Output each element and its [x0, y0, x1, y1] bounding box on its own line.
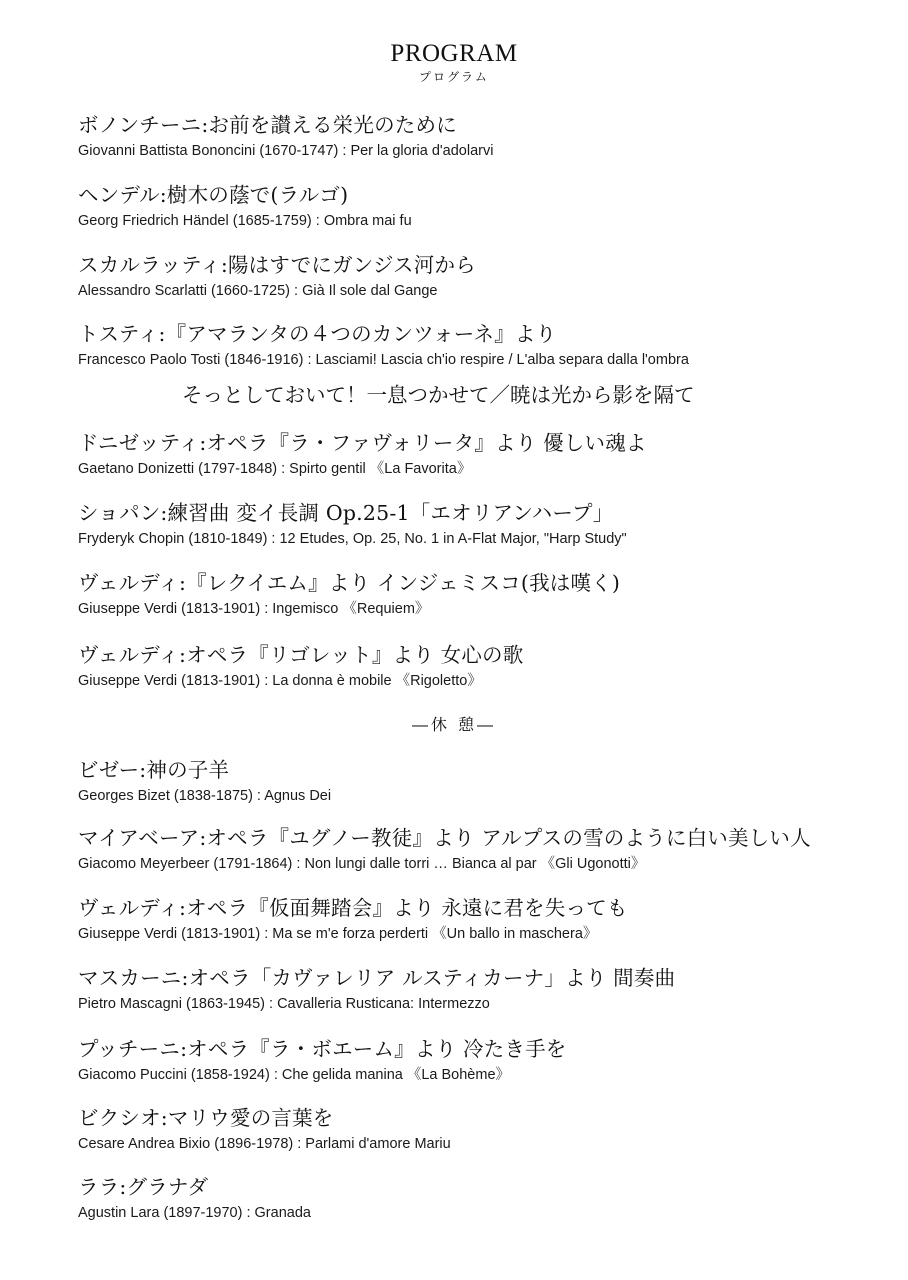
program-item — [78, 321, 878, 370]
intermission-label: ―休 憩― — [411, 715, 497, 734]
piece-title-jp: ビゼー:神の子羊 — [78, 758, 230, 782]
piece-title-en: Giuseppe Verdi (1813-1901) : La donna è mobile 《Rigoletto》 — [78, 673, 482, 689]
piece-title-jp: ドニゼッティ:オペラ『ラ・ファヴォリータ』より 優しい魂よ — [78, 431, 647, 455]
program-item — [78, 1105, 878, 1154]
program-item — [78, 570, 878, 619]
program-item — [78, 642, 878, 691]
program-item — [78, 500, 878, 549]
piece-title-jp: スカルラッティ:陽はすでにガンジス河から — [78, 253, 476, 277]
program-item — [78, 252, 878, 301]
program-title: PROGRAM — [390, 40, 518, 67]
program-item — [78, 895, 878, 944]
piece-title-en: Gaetano Donizetti (1797-1848) : Spirto gentil 《La Favorita》 — [78, 461, 472, 477]
program-subtitle: プログラム — [419, 70, 489, 84]
piece-title-en: Pietro Mascagni (1863-1945) : Cavalleria Rusticana: Intermezzo — [78, 996, 490, 1012]
program-item — [78, 1174, 878, 1223]
piece-title-en: Giacomo Meyerbeer (1791-1864) : Non lungi dalle torri … Bianca al par 《Gli Ugonotti》 — [78, 856, 646, 872]
piece-title-en: Giovanni Battista Bononcini (1670-1747) : Per la gloria d'adolarvi — [78, 143, 494, 159]
piece-translation-jp: そっとしておいて！一息つかせて／暁は光から影を隔て — [182, 383, 695, 407]
program-item — [78, 430, 878, 479]
piece-title-en: Cesare Andrea Bixio (1896-1978) : Parlami d'amore Mariu — [78, 1136, 451, 1152]
piece-title-jp: ヘンデル:樹木の蔭で(ラルゴ) — [78, 183, 349, 207]
piece-title-en: Giuseppe Verdi (1813-1901) : Ma se m'e forza perderti 《Un ballo in maschera》 — [78, 926, 598, 942]
piece-title-en: Georges Bizet (1838-1875) : Agnus Dei — [78, 788, 332, 804]
piece-title-en: Alessandro Scarlatti (1660-1725) : Già Il sole dal Gange — [78, 283, 438, 299]
program-item — [78, 757, 878, 806]
piece-title-en: Giacomo Puccini (1858-1924) : Che gelida manina 《La Bohème》 — [78, 1067, 511, 1083]
piece-title-jp: ヴェルディ:オペラ『リゴレット』より 女心の歌 — [78, 643, 524, 667]
program-item — [78, 825, 878, 874]
piece-title-jp: プッチーニ:オペラ『ラ・ボエーム』より 冷たき手を — [78, 1037, 567, 1061]
program-item — [78, 112, 878, 161]
piece-title-jp: ヴェルディ:オペラ『仮面舞踏会』より 永遠に君を失っても — [78, 896, 628, 920]
piece-title-en: Giuseppe Verdi (1813-1901) : Ingemisco 《Requiem》 — [78, 601, 430, 617]
piece-title-jp: マスカーニ:オペラ「カヴァレリア ルスティカーナ」より 間奏曲 — [78, 966, 676, 990]
piece-title-jp: ヴェルディ:『レクイエム』より インジェミスコ(我は嘆く) — [78, 571, 621, 595]
piece-title-jp: トスティ:『アマランタの４つのカンツォーネ』より — [78, 322, 557, 346]
piece-title-jp: マイアベーア:オペラ『ユグノー教徒』より アルプスの雪のように白い美しい人 — [78, 826, 811, 850]
piece-title-jp: ボノンチーニ:お前を讃える栄光のために — [78, 113, 457, 137]
piece-title-jp: ララ:グラナダ — [78, 1175, 209, 1199]
piece-title-en: Francesco Paolo Tosti (1846-1916) : Lasciami! Lascia ch'io respire / L'alba separa dalla l'ombra — [78, 352, 689, 368]
piece-title-en: Agustin Lara (1897-1970) : Granada — [78, 1205, 311, 1221]
program-item — [78, 182, 878, 231]
piece-title-jp: ビクシオ:マリウ愛の言葉を — [78, 1106, 334, 1130]
piece-title-en: Fryderyk Chopin (1810-1849) : 12 Etudes, Op. 25, No. 1 in A-Flat Major, "Harp Study" — [78, 531, 627, 547]
piece-title-en: Georg Friedrich Händel (1685-1759) : Ombra mai fu — [78, 213, 412, 229]
piece-title-jp: ショパン:練習曲 変イ長調 Op.25-1「エオリアンハープ」 — [78, 501, 614, 525]
program-item — [78, 965, 878, 1014]
program-item — [78, 1036, 878, 1085]
